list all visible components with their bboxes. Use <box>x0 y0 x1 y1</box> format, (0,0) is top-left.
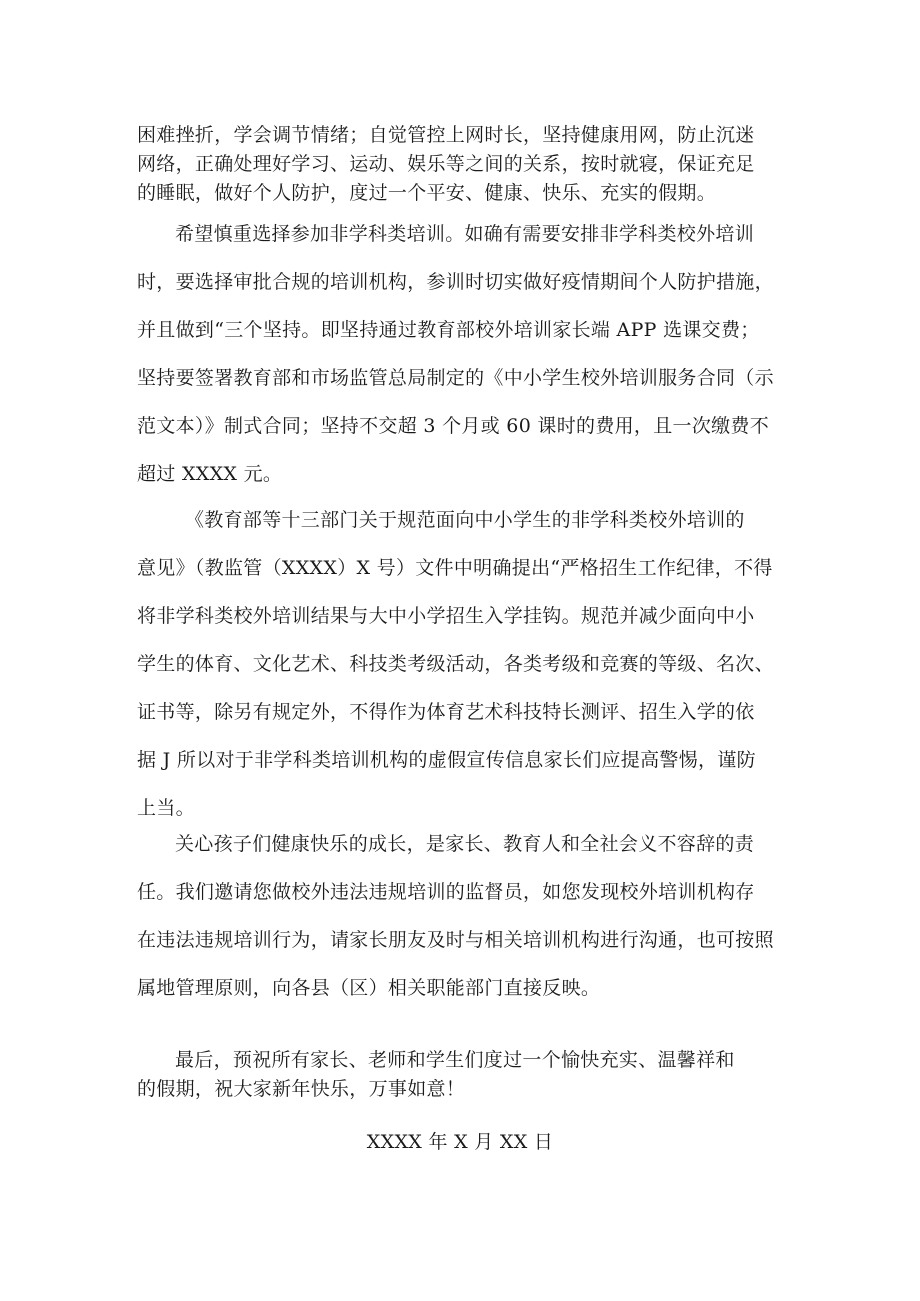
text-line: 坚持要签署教育部和市场监管总局制定的《中小学生校外培训服务合同（示 <box>137 367 774 389</box>
text-line: 范文本）》制式合同；坚持不交超 3 个月或 60 课时的费用，且一次缴费不 <box>137 415 770 437</box>
text-line: 属地管理原则，向各县（区）相关职能部门直接反映。 <box>137 977 601 999</box>
text-line: 将非学科类校外培训结果与大中小学招生入学挂钩。规范并减少面向中小 <box>137 605 755 627</box>
text-line: 困难挫折，学会调节情绪；自觉管控上网时长，坚持健康用网，防止沉迷 <box>137 124 755 146</box>
paragraph-supervision <box>137 820 797 1012</box>
text-line: 的假期，祝大家新年快乐，万事如意！ <box>137 1078 466 1100</box>
text-line: 关心孩子们健康快乐的成长，是家长、教育人和全社会义不容辞的责 <box>175 833 755 855</box>
text-line: 时，要选择审批合规的培训机构，参训时切实做好疫情期间个人防护措施， <box>137 271 774 293</box>
text-line: 在违法违规培训行为，请家长朋友及时与相关培训机构进行沟通，也可按照 <box>137 929 774 951</box>
paragraph-training-choice <box>137 210 797 498</box>
paragraph-safety <box>137 121 797 208</box>
document-date: XXXX 年 X 月 XX 日 <box>366 1131 554 1153</box>
text-line: 并且做到“三个坚持。即坚持通过教育部校外培训家长端 APP 选课交费； <box>137 319 760 341</box>
text-line: 上当。 <box>137 797 195 819</box>
text-line: 学生的体育、文化艺术、科技类考级活动，各类考级和竞赛的等级、名次、 <box>137 653 774 675</box>
text-line: 的睡眠，做好个人防护，度过一个平安、健康、快乐、充实的假期。 <box>137 182 717 204</box>
paragraph-policy-opinion <box>137 496 797 832</box>
text-line: 希望慎重选择参加非学科类培训。如确有需要安排非学科类校外培训 <box>175 223 755 245</box>
text-line: 任。我们邀请您做校外违法违规培训的监督员，如您发现校外培训机构存 <box>137 881 755 903</box>
text-line: 《教育部等十三部门关于规范面向中小学生的非学科类校外培训的 <box>185 509 745 531</box>
text-line: 网络，正确处理好学习、运动、娱乐等之间的关系，按时就寝，保证充足 <box>137 153 755 175</box>
text-line: 最后，预祝所有家长、老师和学生们度过一个愉快充实、温馨祥和 <box>175 1049 735 1071</box>
text-line: 意见》（教监管（XXXX）X 号）文件中明确提出“严格招生工作纪律，不得 <box>137 557 773 579</box>
paragraph-closing <box>137 1046 797 1104</box>
text-line: 据 J 所以对于非学科类培训机构的虚假宣传信息家长们应提高警惕，谨防 <box>137 749 756 771</box>
text-line: 超过 XXXX 元。 <box>137 463 283 485</box>
text-line: 证书等，除另有规定外，不得作为体育艺术科技特长测评、招生入学的依 <box>137 701 755 723</box>
